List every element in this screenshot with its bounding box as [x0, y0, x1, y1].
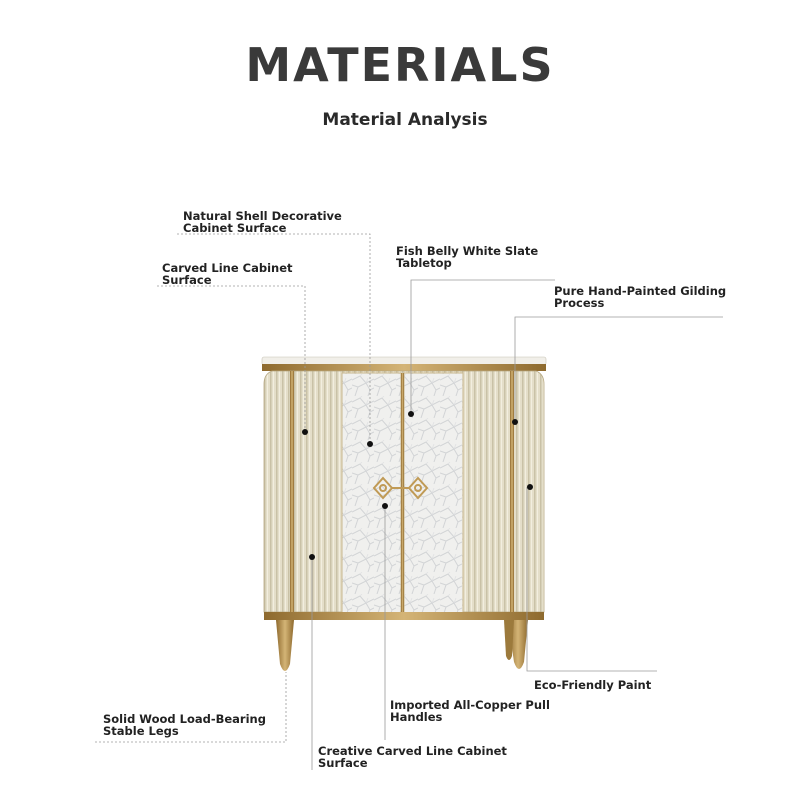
leg-right-back	[504, 620, 514, 660]
callout-slate-line2: Tabletop	[396, 256, 452, 270]
callout-shell-surface	[183, 210, 342, 234]
callout-creative-line1: Creative Carved Line Cabinet	[318, 744, 507, 758]
callout-gilding-line1: Pure Hand-Painted Gilding	[554, 284, 727, 298]
callout-legs-line2: Stable Legs	[103, 724, 179, 738]
callout-slate-line1: Fish Belly White Slate	[396, 244, 539, 258]
callout-creative-line2: Surface	[318, 756, 368, 770]
callout-shell-line2: Cabinet Surface	[183, 221, 287, 235]
page-subtitle: Material Analysis	[322, 110, 488, 130]
callout-paint-line1: Eco-Friendly Paint	[534, 678, 652, 692]
callout-copper-handles	[390, 699, 550, 723]
shell-door-left	[342, 373, 401, 613]
callout-slate-tabletop	[396, 245, 538, 269]
right-gold-trim	[510, 371, 514, 614]
callout-carved-line1: Carved Line Cabinet	[162, 261, 293, 275]
callout-handles-line2: Handles	[390, 710, 443, 724]
callout-gilding-process	[554, 285, 726, 309]
left-gold-trim	[290, 371, 294, 614]
leg-left	[276, 620, 294, 671]
callout-shell-line1: Natural Shell Decorative	[183, 209, 342, 223]
callout-legs-line1: Solid Wood Load-Bearing	[103, 712, 266, 726]
callout-gilding-line2: Process	[554, 296, 605, 310]
callout-eco-paint	[534, 679, 651, 691]
callout-carved-line-surface	[162, 262, 293, 286]
callout-handles-line1: Imported All-Copper Pull	[390, 698, 550, 712]
callout-stable-legs	[103, 713, 266, 737]
base-band	[264, 612, 544, 620]
page-title: MATERIALS	[245, 38, 555, 92]
callout-carved-line2: Surface	[162, 273, 212, 287]
door-seam	[401, 373, 404, 613]
callout-creative-carved-surface	[318, 745, 507, 769]
